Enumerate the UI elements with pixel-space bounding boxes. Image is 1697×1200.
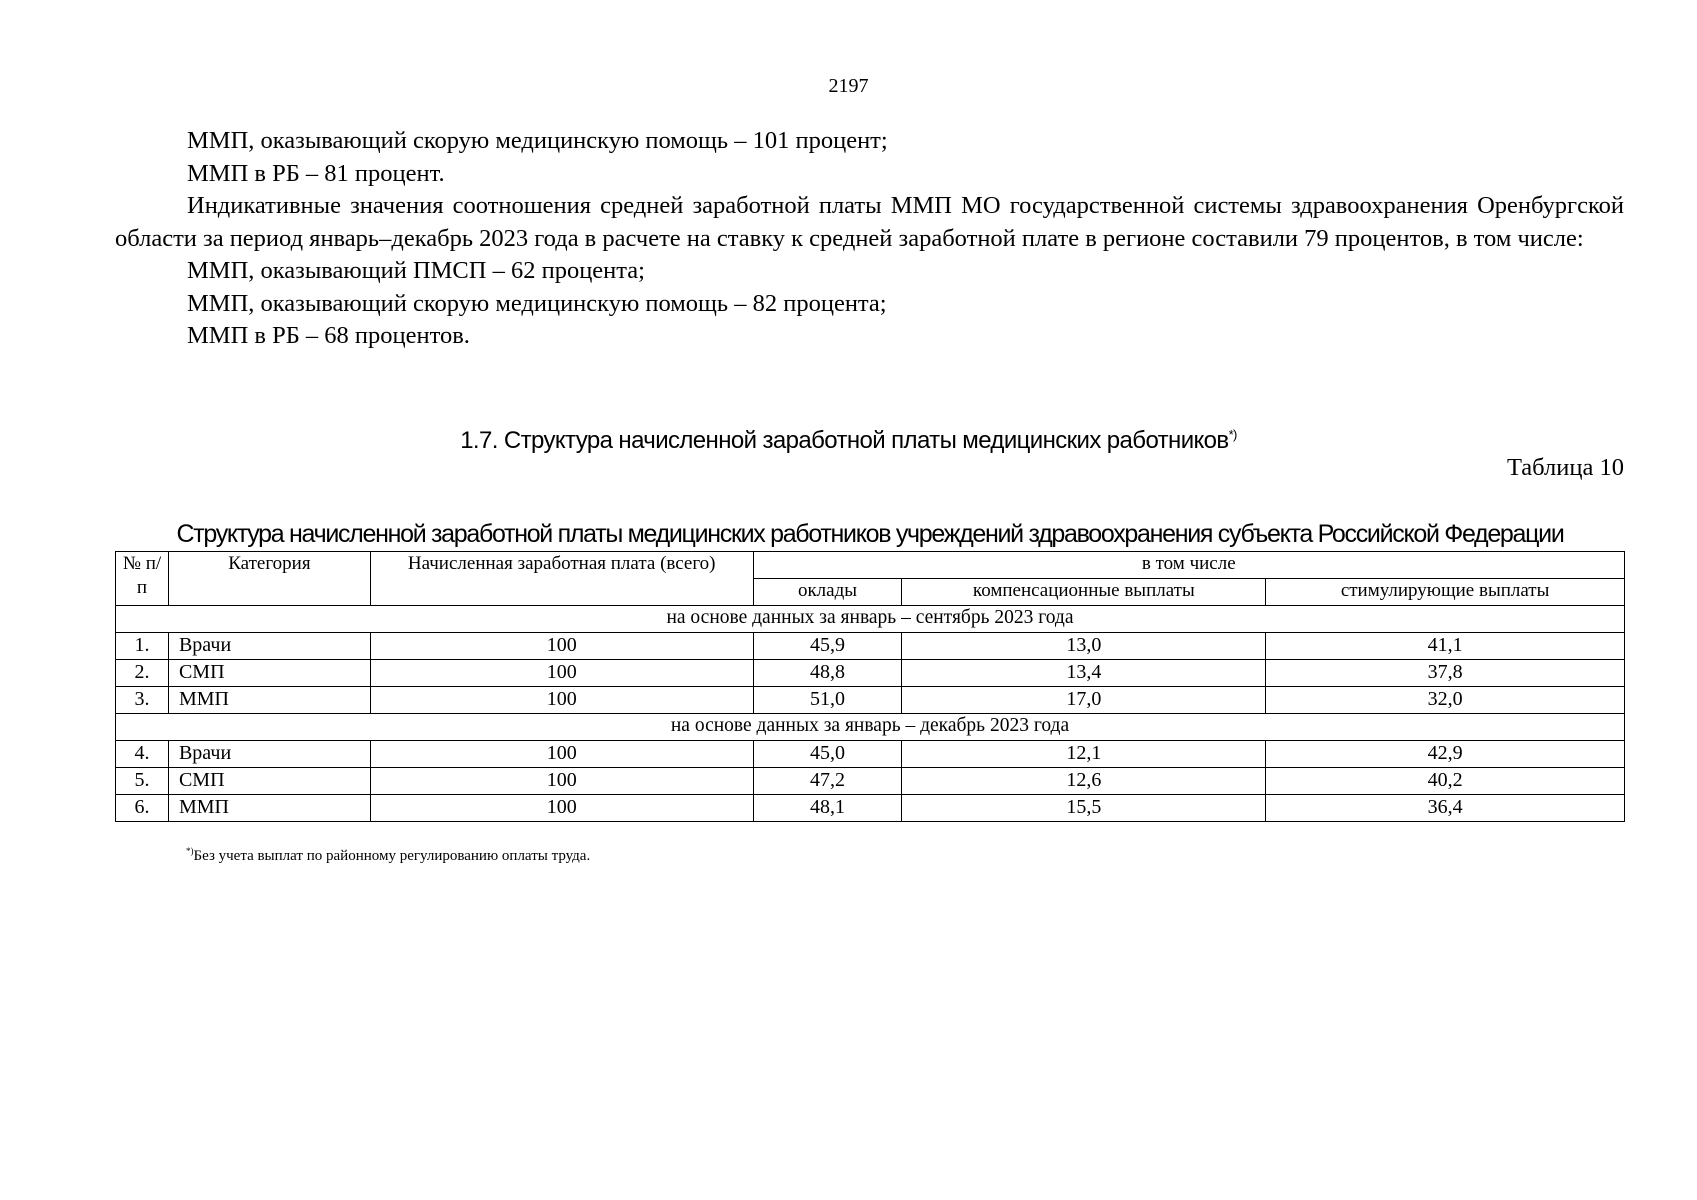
table-row [116, 687, 1625, 714]
section-title-text: 1.7. Структура начисленной заработной платы медицинских работников [460, 427, 1229, 454]
cell-salaries: 45,9 [753, 633, 902, 660]
paragraph: ММП, оказывающий скорую медицинскую помощь – 82 процента; [187, 289, 887, 317]
cell-compensation: 17,0 [902, 687, 1266, 714]
section-label: на основе данных за январь – сентябрь 2023 года [116, 606, 1625, 633]
section-title [0, 420, 1697, 456]
cell-incentive: 41,1 [1266, 633, 1625, 660]
cell-category: СМП [168, 660, 370, 687]
cell-incentive: 42,9 [1266, 741, 1625, 768]
cell-num: 4. [116, 741, 169, 768]
cell-total: 100 [370, 795, 753, 822]
header-compensation: компенсационные выплаты [902, 579, 1266, 606]
cell-salaries: 48,1 [753, 795, 902, 822]
table-caption: Структура начисленной заработной платы медицинских работников учреждений здравоохранения субъекта Российской Федерации [176, 520, 1564, 548]
cell-category: СМП [168, 768, 370, 795]
cell-salaries: 45,0 [753, 741, 902, 768]
cell-incentive: 37,8 [1266, 660, 1625, 687]
header-salaries: оклады [753, 579, 902, 606]
salary-structure-table [115, 551, 1625, 822]
section-title-footnote-mark: *) [1228, 427, 1237, 442]
footnote [186, 842, 590, 865]
table-row [116, 795, 1625, 822]
cell-compensation: 12,6 [902, 768, 1266, 795]
table-header-row [116, 552, 1625, 579]
cell-num: 2. [116, 660, 169, 687]
cell-compensation: 12,1 [902, 741, 1266, 768]
paragraph: ММП, оказывающий ПМСП – 62 процента; [187, 257, 645, 284]
cell-salaries: 51,0 [753, 687, 902, 714]
table-section-row [116, 606, 1625, 633]
cell-category: ММП [168, 795, 370, 822]
paragraph: Индикативные значения соотношения средней заработной платы ММП МО государственной системы здравоохранения Оренбургской области за период январь–декабрь 2023 года в расчете на ставку к средней заработной плате в регионе составили 79 процентов, в том числе: [115, 192, 1624, 252]
cell-total: 100 [370, 660, 753, 687]
cell-compensation: 13,0 [902, 633, 1266, 660]
cell-total: 100 [370, 768, 753, 795]
cell-total: 100 [370, 687, 753, 714]
paragraph: ММП в РБ – 68 процентов. [187, 322, 470, 349]
cell-compensation: 13,4 [902, 660, 1266, 687]
header-num: № п/п [116, 552, 169, 606]
cell-incentive: 36,4 [1266, 795, 1625, 822]
table-row [116, 660, 1625, 687]
cell-category: Врачи [168, 741, 370, 768]
cell-incentive: 40,2 [1266, 768, 1625, 795]
paragraph: ММП, оказывающий скорую медицинскую помощь – 101 процент; [187, 127, 888, 154]
header-category: Категория [168, 552, 370, 606]
header-including: в том числе [753, 552, 1624, 579]
cell-num: 5. [116, 768, 169, 795]
cell-category: Врачи [168, 633, 370, 660]
cell-salaries: 47,2 [753, 768, 902, 795]
cell-category: ММП [168, 687, 370, 714]
body-text [115, 125, 1624, 353]
cell-incentive: 32,0 [1266, 687, 1625, 714]
cell-total: 100 [370, 633, 753, 660]
table-row [116, 741, 1625, 768]
paragraph: ММП в РБ – 81 процент. [187, 159, 445, 187]
cell-salaries: 48,8 [753, 660, 902, 687]
table-row [116, 768, 1625, 795]
cell-num: 3. [116, 687, 169, 714]
table-row [116, 633, 1625, 660]
page-number: 2197 [828, 75, 869, 97]
cell-total: 100 [370, 741, 753, 768]
header-incentive: стимулирующие выплаты [1266, 579, 1625, 606]
header-total: Начисленная заработная плата (всего) [370, 552, 753, 606]
section-label: на основе данных за январь – декабрь 2023 года [116, 714, 1625, 741]
footnote-mark: *) [186, 846, 194, 856]
cell-compensation: 15,5 [902, 795, 1266, 822]
cell-num: 6. [116, 795, 169, 822]
footnote-text: Без учета выплат по районному регулированию оплаты труда. [193, 848, 591, 864]
table-label: Таблица 10 [1506, 454, 1624, 481]
table-section-row [116, 714, 1625, 741]
cell-num: 1. [116, 633, 169, 660]
